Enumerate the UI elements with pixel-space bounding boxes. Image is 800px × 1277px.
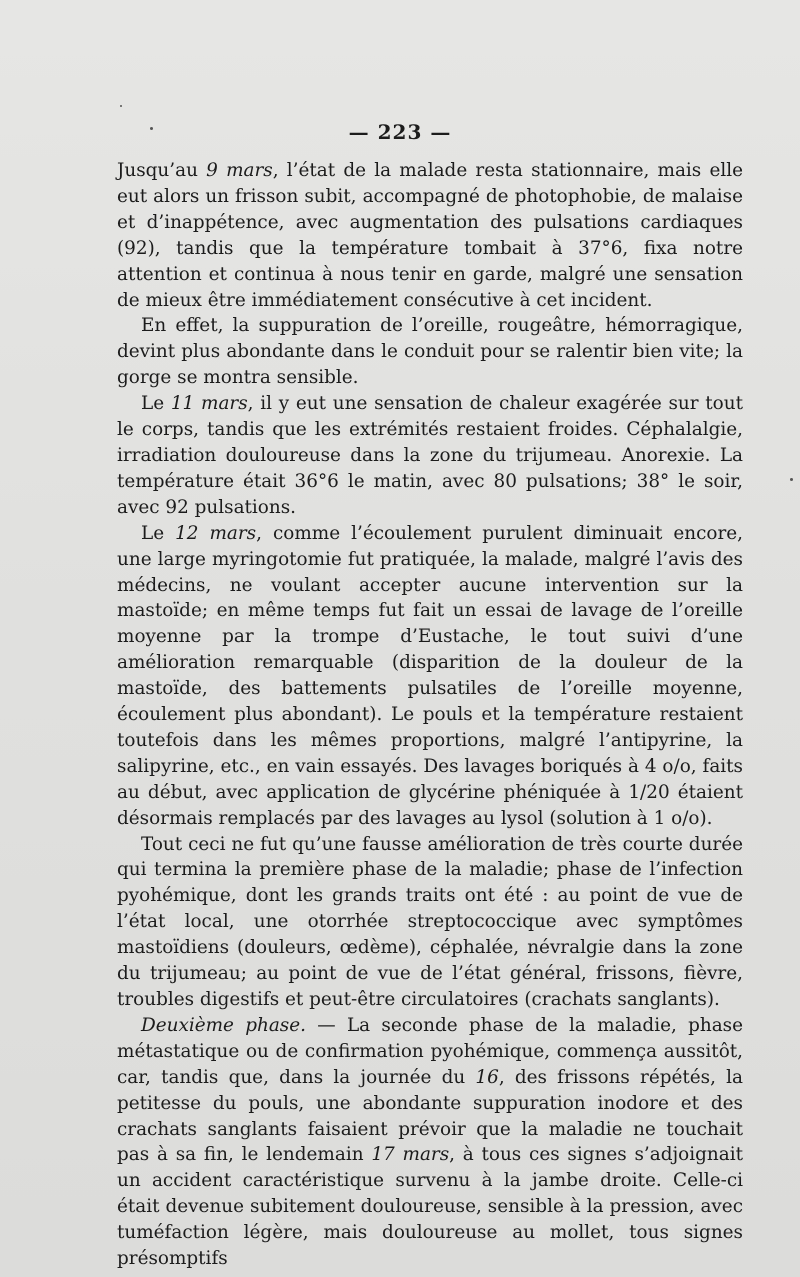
paper-speck xyxy=(150,127,153,130)
text-segment: — La seconde phase de la maladie, phase métastatique ou de confirmation pyohémique, commença aussitôt, car, tandis que, dans la journée du xyxy=(117,1014,744,1088)
paragraph xyxy=(117,158,743,313)
text-segment: Le xyxy=(141,393,171,415)
date-italic: 11 mars xyxy=(170,393,248,415)
text-segment: , l’état de la malade resta stationnaire, mais elle eut alors un frisson subit, accompagné de photophobie, de malaise et d’inappétence, avec augmentation des pulsations cardiaques (92), tandis que la température tombait à 37°6, fixa notre attention et continua à nous tenir en garde, malgré une sensation de mieux être immédiatement consécutive à cet incident. xyxy=(117,160,743,311)
paragraph xyxy=(117,832,743,1013)
text-segment: , comme l’écoulement purulent diminuait encore, une large myringotomie fut pratiquée, la malade, malgré l’avis des médecins, ne voulant accepter aucune intervention sur la mastoïde; en même temps fut fait un essai de lavage de l’oreille moyenne par la trompe d’Eustache, le tout suivi d’une amélioration remarquable (disparition de la douleur de la mastoïde, des battements pulsatiles de l’oreille moyenne, écoulement plus abondant). Le pouls et la température restaient toutefois dans les mêmes proportions, malgré l’antipyrine, la salipyrine, etc., en vain essayés. Des lavages boriqués à 4 o/o, faits au début, avec application de glycérine phéniquée à 1/20 étaient désormais remplacés par des lavages au lysol (solution à 1 o/o). xyxy=(117,522,743,829)
paragraph xyxy=(117,313,743,391)
text-segment: , des frissons répétés, la petitesse du pouls, une abondante suppuration inodore et des crachats sanglants faisaient prévoir que la maladie ne touchait pas à sa fin, le lendemain xyxy=(117,1066,743,1166)
paper-speck xyxy=(120,105,122,107)
date-italic: 12 mars xyxy=(175,522,257,544)
text-segment: Le xyxy=(141,522,176,544)
date-italic: 16 xyxy=(475,1066,499,1088)
text-segment: , à tous ces signes s’adjoignait un accident caractéristique survenu à la jambe droite. Celle-ci était devenue subitement douloureuse, sensible à la pression, avec tuméfaction légère, mais douloureuse au mollet, tous signes présomptifs xyxy=(117,1144,743,1270)
text-segment: , il y eut une sensation de chaleur exagérée sur tout le corps, tandis que les extrémités restaient froides. Céphalalgie, irradiation douloureuse dans la zone du trijumeau. Anorexie. La température était 36°6 le matin, avec 80 pulsations; 38° le soir, avec 92 pulsations. xyxy=(117,393,743,518)
page-number: — 223 — xyxy=(348,120,452,144)
section-heading-italic: Deuxième phase. xyxy=(141,1014,306,1036)
text-segment: En effet, la suppuration de l’oreille, rougeâtre, hémorragique, devint plus abondante dans le conduit pour se ralentir bien vite; la gorge se montra sensible. xyxy=(117,315,743,389)
paragraph xyxy=(117,1013,743,1272)
paragraph xyxy=(117,391,743,521)
body-text xyxy=(117,158,743,1272)
paper-speck xyxy=(790,478,793,481)
text-segment: Jusqu’au xyxy=(117,160,207,181)
date-italic: 17 mars xyxy=(371,1144,450,1166)
date-italic: 9 mars xyxy=(206,160,273,181)
paragraph xyxy=(117,521,743,832)
text-segment: Tout ceci ne fut qu’une fausse amélioration de très courte durée qui termina la première phase de la maladie; phase de l’infection pyohémique, dont les grands traits ont été : au point de vue de l’état local, une otorrhée streptococcique avec symptômes mastoïdiens (douleurs, œdème), céphalée, névralgie dans la zone du trijumeau; au point de vue de l’état général, frissons, fièvre, troubles digestifs et peut-être circulatoires (crachats sanglants). xyxy=(117,833,743,1010)
